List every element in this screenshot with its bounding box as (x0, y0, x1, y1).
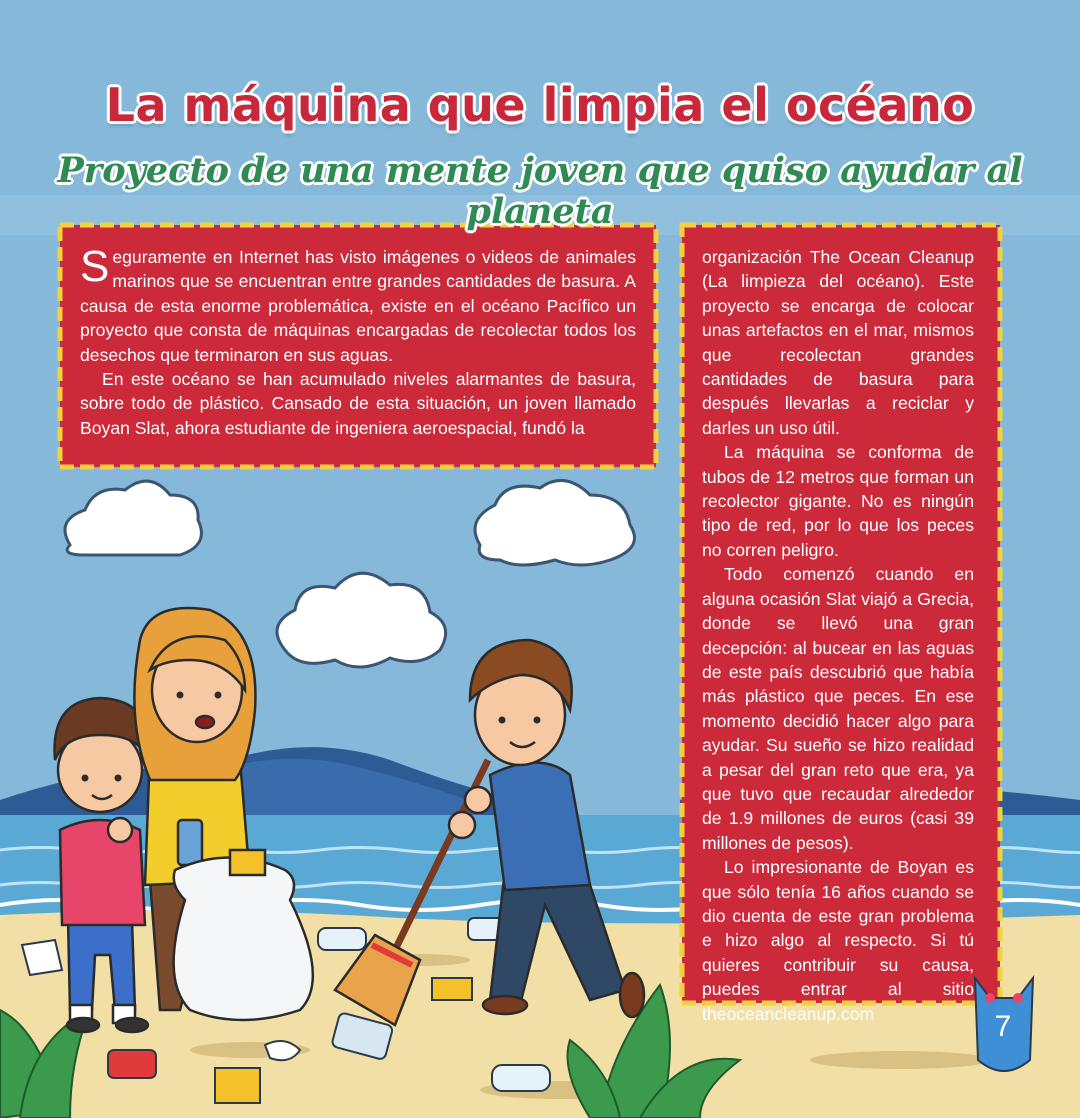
drop-cap: S (80, 242, 110, 291)
article-column-left (80, 242, 636, 440)
page-number: 7 (994, 1010, 1012, 1043)
page-subtitle: Proyecto de una mente joven que quiso ayudar al planeta (57, 150, 1023, 232)
paragraph-4: La máquina se conforma de tubos de 12 metros que forman un recolector gigante. No es ningún tipo de red, por lo que los peces no corren peligro. (702, 442, 974, 560)
paragraph-5: Todo comenzó cuando en alguna ocasión Slat viajó a Grecia, donde se llevó una gran decepción: al bucear en las aguas de este país descubrió que había más plástico que peces. En ese momento decidió hacer algo para ayudar. Su sueño se hizo realidad a pesar del gran reto que era, ya que tuvo que recaudar alrededor de 1.9 millones de euros (casi 39 millones de pesos). (702, 564, 974, 853)
page-title: La máquina que limpia el océano (105, 78, 975, 132)
trash-bag-icon (174, 850, 313, 1020)
paragraph-3: organización The Ocean Cleanup (La limpieza del océano). Este proyecto se encarga de colocar unas artefactos en el mar, mismos que recolectan grandes cantidades de basura para después llevarlas a reciclar y darles un uso útil. (702, 247, 974, 438)
article-column-right (702, 245, 974, 1026)
paragraph-2: En este océano se han acumulado niveles alarmantes de basura, sobre todo de plástico. Cansado de esta situación, un joven llamado Boyan Slat, ahora estudiante de ingeniera aeroespacial, fundó la (80, 369, 636, 438)
paragraph-1: eguramente en Internet has visto imágenes o videos de animales marinos que se encuentran entre grandes cantidades de basura. A causa de esta enorme problemática, existe en el océano Pacífico un proyecto que consta de máquinas encargadas de recolectar todos los desechos que terminaron en sus aguas. (80, 247, 636, 365)
paragraph-6: Lo impresionante de Boyan es que sólo tenía 16 años cuando se dio cuenta de este gran problema e hizo algo al respecto. Si tú quieres contribuir su causa, puedes entrar al sitio theoceancleanup.com (702, 857, 974, 1024)
